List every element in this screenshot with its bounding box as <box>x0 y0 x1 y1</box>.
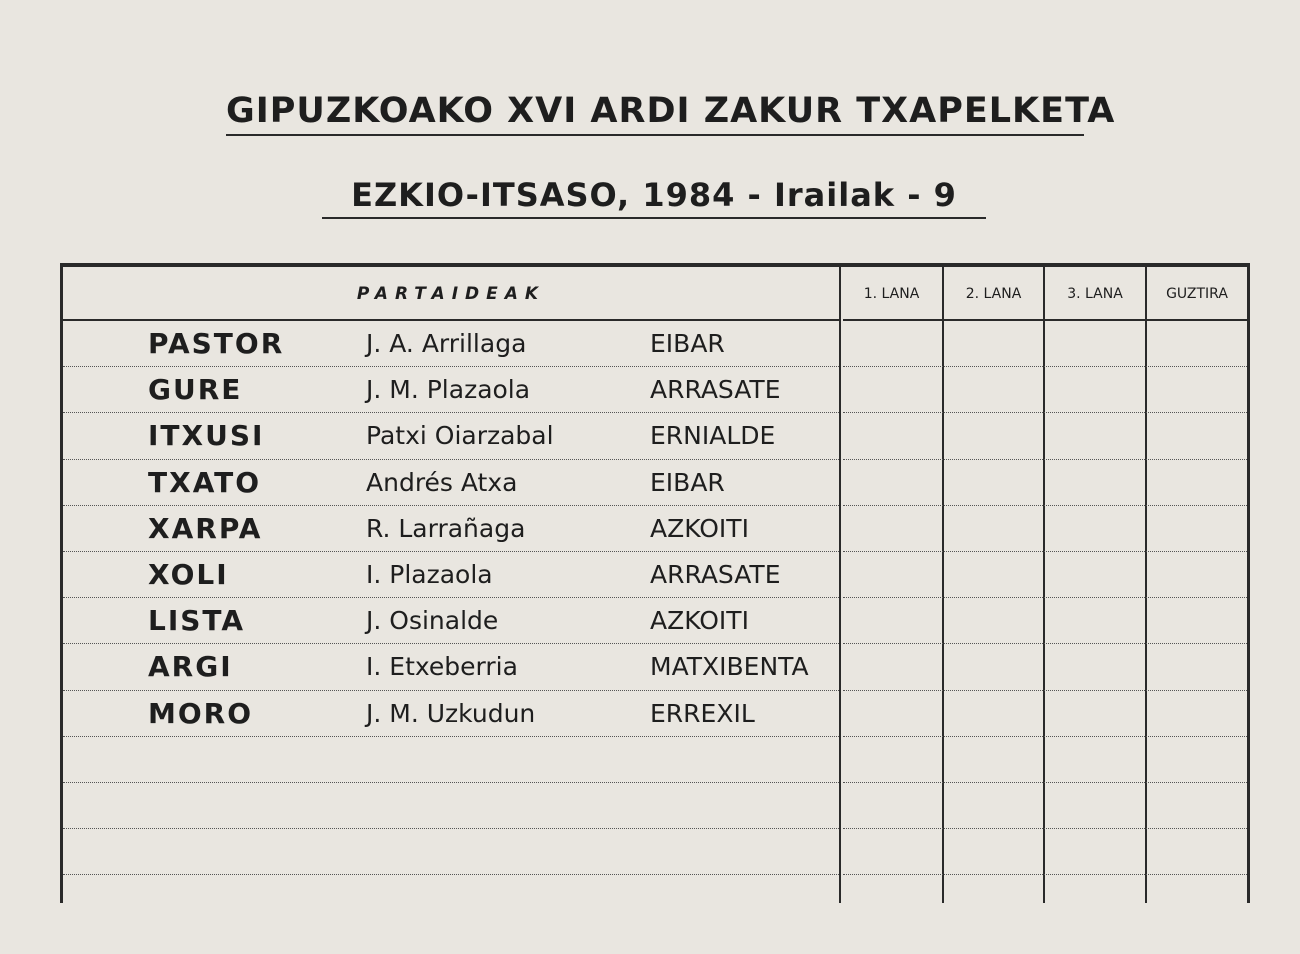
header-rule <box>63 319 839 321</box>
owner-name: I. Etxeberria <box>366 652 518 682</box>
row-separator <box>843 690 1247 691</box>
dog-name: GURE <box>148 373 243 407</box>
town-name: EIBAR <box>650 329 725 358</box>
row-separator <box>63 412 839 413</box>
row-separator <box>63 828 839 829</box>
header-lana-1: 1. LANA <box>863 286 920 302</box>
dog-name: ARGI <box>148 650 233 684</box>
owner-name: J. M. Plazaola <box>366 375 531 405</box>
row-separator <box>843 412 1247 413</box>
row-separator <box>843 828 1247 829</box>
row-separator <box>843 597 1247 598</box>
town-name: ERNIALDE <box>650 421 776 451</box>
dog-name: XARPA <box>148 511 263 545</box>
document-title: GIPUZKOAKO XVI ARDI ZAKUR TXAPELKETA <box>226 90 1084 136</box>
owner-name: J. Osinalde <box>366 606 499 636</box>
owner-name: I. Plazaola <box>366 560 493 589</box>
header-lana-3: 3. LANA <box>1067 286 1123 302</box>
row-separator <box>843 551 1247 552</box>
town-name: EIBAR <box>650 467 725 497</box>
town-name: ARRASATE <box>650 560 781 589</box>
row-separator <box>843 643 1247 644</box>
row-separator <box>63 597 839 598</box>
owner-name: J. A. Arrillaga <box>366 329 527 358</box>
town-name: AZKOITI <box>650 606 749 636</box>
owner-name: Patxi Oiarzabal <box>366 421 554 451</box>
header-rule <box>843 319 1247 321</box>
row-separator <box>843 505 1247 506</box>
row-separator <box>63 459 839 460</box>
dog-name: TXATO <box>148 465 262 499</box>
town-name: ARRASATE <box>650 375 781 405</box>
dog-name: ITXUSI <box>148 419 265 453</box>
row-separator <box>843 782 1247 783</box>
row-separator <box>843 459 1247 460</box>
header-lana-2: 2. LANA <box>965 286 1022 302</box>
row-separator <box>843 366 1247 367</box>
dog-name: MORO <box>148 696 254 730</box>
row-separator <box>843 736 1247 737</box>
column-divider <box>942 263 944 903</box>
town-name: MATXIBENTA <box>650 652 809 682</box>
town-name: AZKOITI <box>650 513 749 543</box>
dog-name: PASTOR <box>148 327 285 360</box>
row-separator <box>63 874 839 875</box>
town-name: ERREXIL <box>650 698 755 728</box>
owner-name: J. M. Uzkudun <box>366 698 536 728</box>
dog-name: XOLI <box>148 558 229 591</box>
owner-name: Andrés Atxa <box>366 467 518 497</box>
column-divider <box>1043 263 1045 903</box>
header-participants: PARTAIDEAK <box>356 284 546 304</box>
row-separator <box>843 874 1247 875</box>
row-separator <box>63 736 839 737</box>
row-separator <box>63 551 839 552</box>
row-separator <box>63 690 839 691</box>
row-separator <box>63 782 839 783</box>
column-divider <box>839 263 841 903</box>
column-divider <box>1145 263 1147 903</box>
row-separator <box>63 505 839 506</box>
row-separator <box>63 643 839 644</box>
header-total: GUZTIRA <box>1166 286 1228 302</box>
owner-name: R. Larrañaga <box>366 513 526 543</box>
dog-name: LISTA <box>148 604 246 638</box>
row-separator <box>63 366 839 367</box>
document-subtitle: EZKIO-ITSASO, 1984 - Irailak - 9 <box>322 175 986 219</box>
